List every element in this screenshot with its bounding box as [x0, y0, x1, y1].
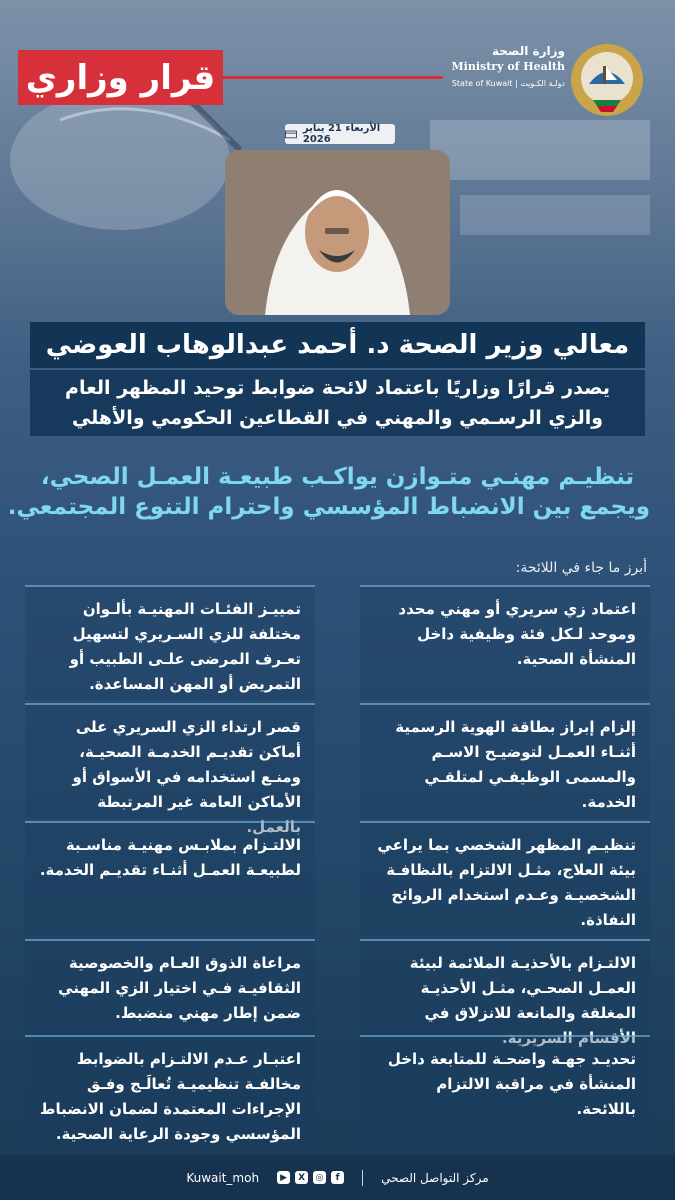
summary-line-2: والزي الرسـمي والمهني في القطاعين الحكومي والأهلي	[71, 407, 604, 429]
ministry-block	[365, 44, 565, 88]
ministry-name-en: Ministry of Health	[451, 60, 565, 73]
x-icon[interactable]: X	[295, 1171, 308, 1184]
date-text: الأربعاء 21 يناير 2026	[302, 123, 381, 145]
highlight-text: الالتـزام بملابـس مهنيـة مناسـبة لطبيعـة العمـل أثنـاء تقديـم الخدمة.	[39, 836, 301, 879]
footer-divider	[362, 1170, 363, 1186]
tagline-line-1: تنظيـم مهنـي متـوازن يواكـب طبيعـة العمـل الصحي،	[40, 464, 635, 490]
highlight-text: الالتـزام بالأحذيـة الملائمة لبيئة العمـل الصحـي، مثـل الأحذيـة المغلقة والمانعة للانزلاق في الأقسام السريرية.	[409, 954, 636, 1047]
calendar-icon	[285, 129, 297, 139]
highlight-card	[360, 1035, 650, 1150]
summary-line-1: يصدر قرارًا وزاريًا باعتماد لائحة ضوابط توحيد المظهر العام	[65, 377, 610, 399]
highlight-text: اعتبـار عـدم الالتـزام بالضوابط مخالفـة تنظيميـة تُعالَـج وفـق الإجراءات المعتمدة لضمان الانضباط المؤسسي وجودة الرعاية الصحية.	[39, 1050, 301, 1143]
highlight-text: مراعاة الذوق العـام والخصوصية الثقافيـة فـي اختيار الزي المهني ضمن إطار مهني منضبط.	[58, 954, 301, 1022]
health-communication-center: مركز التواصل الصحي	[381, 1170, 489, 1185]
highlight-text: اعتماد زي سريري أو مهني محدد وموحد لـكل فئة وظيفية داخل المنشأة الصحية.	[398, 600, 636, 668]
highlight-card	[360, 821, 650, 936]
highlight-card	[360, 585, 650, 700]
highlight-text: تنظيـم المظهر الشخصي بما يراعي بيئة العلاج، مثـل الالتزام بالنظافـة الشخصيـة وعـدم استخدام الروائح النفاذة.	[377, 836, 636, 929]
footer	[0, 1155, 675, 1200]
tagline	[7, 462, 650, 522]
state-en: State of Kuwait	[451, 79, 513, 88]
minister-title-text: معالي وزير الصحة د. أحمد عبدالوهاب العوضي	[45, 330, 630, 360]
highlight-text: تمييـز الفئـات المهنيـة بألـوان مختلفة للزي السـريري لتسهيل تعـرف المرضى علـى الطبيب أو التمريض أو المهن المساعدة.	[69, 600, 301, 693]
facebook-icon[interactable]: f	[331, 1171, 344, 1184]
youtube-icon[interactable]: ▶	[277, 1171, 290, 1184]
highlight-card	[360, 703, 650, 818]
state-ar: دولـة الكـويت	[520, 79, 565, 88]
instagram-icon[interactable]: ◎	[313, 1171, 326, 1184]
date-badge	[285, 124, 395, 144]
highlight-text: قصر ارتداء الزي السريري على أماكن تقديـم الخدمـة الصحيـة، ومنـع استخدامه في الأسواق أو الأماكن العامة غير المرتبطة بالعمل.	[72, 718, 301, 836]
decision-tag-label: قرار وزاري	[25, 57, 216, 98]
tagline-line-2: ويجمع بين الانضباط المؤسسي واحترام التنوع المجتمعي.	[7, 494, 650, 520]
highlights-heading: أبرز ما جاء في اللائحة:	[515, 560, 647, 576]
highlight-card	[25, 703, 315, 836]
social-handle[interactable]: Kuwait_moh	[186, 1170, 260, 1185]
highlight-card	[25, 821, 315, 936]
minister-title	[30, 322, 645, 368]
highlight-card	[25, 585, 315, 700]
highlight-text: إلزام إبراز بطاقة الهوية الرسمية أثنـاء العمـل لتوضيـح الاسـم والمسمى الوظيفـي لمتلقـي الخدمة.	[395, 718, 636, 811]
highlight-card	[25, 1035, 315, 1150]
ministry-name-ar: وزارة الصحة	[491, 44, 565, 58]
decision-tag	[18, 50, 223, 105]
state-line: State of Kuwait | دولـة الكـويت	[451, 79, 565, 88]
social-icons	[277, 1171, 344, 1184]
minister-photo	[225, 150, 450, 315]
kuwait-emblem-icon	[567, 40, 647, 120]
decision-summary	[30, 370, 645, 436]
highlight-text: تحديـد جهـة واضحـة للمتابعة داخل المنشأة في مراقبة الالتزام باللائحة.	[387, 1050, 636, 1118]
